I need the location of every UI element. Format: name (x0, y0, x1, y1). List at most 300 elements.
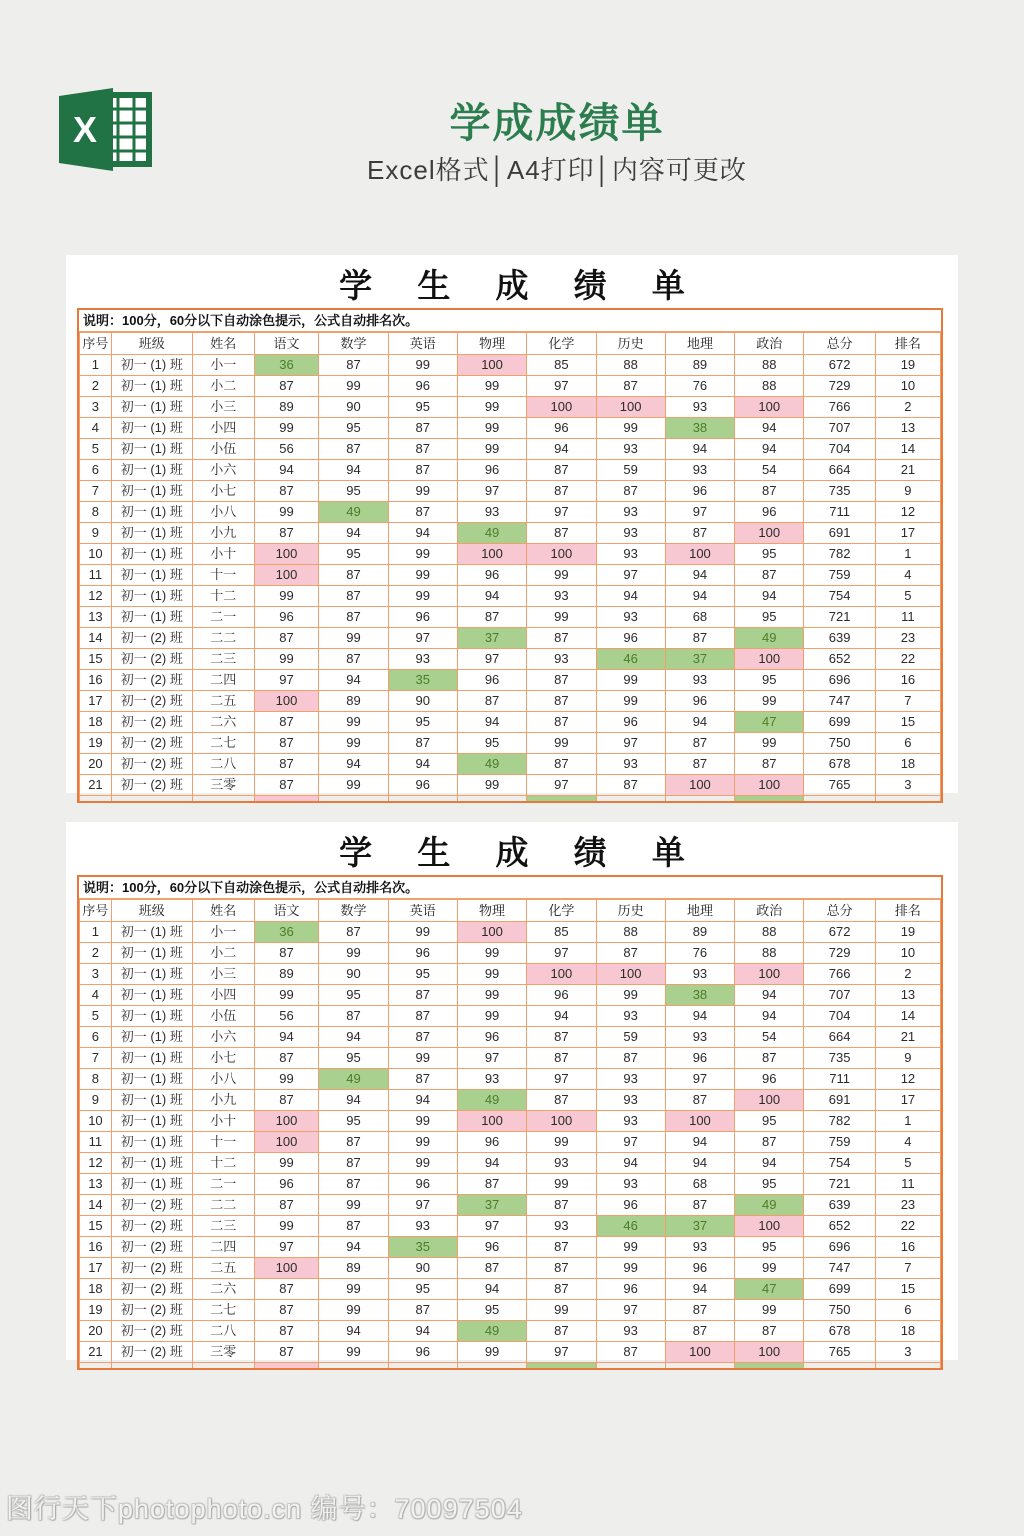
grade-cell: 小七 (192, 481, 254, 502)
grade-cell: 小三 (192, 397, 254, 418)
grade-cell: 94 (457, 586, 526, 607)
grade-cell (80, 1363, 112, 1369)
grade-cell: 20 (80, 754, 112, 775)
grade-cell: 19 (875, 922, 940, 943)
grade-cell: 97 (596, 733, 665, 754)
grade-cell: 87 (319, 1006, 388, 1027)
grade-cell: 18 (80, 712, 112, 733)
grade-cell: 100 (735, 1090, 804, 1111)
grade-cell: 59 (596, 1027, 665, 1048)
grade-cell: 初一 (1) 班 (111, 1027, 192, 1048)
grade-cell: 17 (80, 1258, 112, 1279)
grade-cell: 100 (457, 1111, 526, 1132)
grade-cell: 18 (875, 1321, 940, 1342)
grade-cell: 87 (735, 1048, 804, 1069)
grade-cell: 89 (319, 691, 388, 712)
grade-row (80, 754, 941, 775)
column-header: 姓名 (192, 333, 254, 355)
grade-cell: 96 (254, 607, 319, 628)
grade-cell (254, 1363, 319, 1369)
grade-cell: 93 (596, 502, 665, 523)
grade-cell: 87 (319, 586, 388, 607)
grade-cell: 14 (80, 1195, 112, 1216)
grade-cell: 100 (527, 544, 596, 565)
grade-row (80, 1237, 941, 1258)
grade-cell: 2 (875, 964, 940, 985)
grade-row (80, 586, 941, 607)
grade-cell: 97 (527, 1342, 596, 1363)
grade-cell: 652 (804, 1216, 875, 1237)
grade-cell: 100 (735, 397, 804, 418)
grade-row (80, 397, 941, 418)
grade-cell: 99 (457, 397, 526, 418)
grade-cell: 16 (875, 1237, 940, 1258)
grade-cell: 87 (388, 460, 457, 481)
grade-cell: 二七 (192, 733, 254, 754)
grade-cell: 18 (875, 754, 940, 775)
grade-cell: 87 (388, 733, 457, 754)
grade-cell: 97 (457, 1216, 526, 1237)
grade-cell (192, 1363, 254, 1369)
grade-cell: 15 (875, 1279, 940, 1300)
grade-cell: 87 (735, 481, 804, 502)
grade-cell: 782 (804, 1111, 875, 1132)
grade-cell: 100 (596, 397, 665, 418)
grade-cell: 小伍 (192, 1006, 254, 1027)
grade-cell: 99 (596, 1237, 665, 1258)
grade-cell: 14 (875, 1006, 940, 1027)
grade-cell: 93 (665, 1237, 734, 1258)
grade-cell: 99 (596, 670, 665, 691)
grade-cell: 15 (80, 649, 112, 670)
grade-row (80, 1006, 941, 1027)
grade-cell: 3 (875, 775, 940, 796)
grade-cell: 89 (665, 922, 734, 943)
grade-cell (804, 1363, 875, 1369)
grade-cell: 87 (254, 1048, 319, 1069)
grade-cell: 100 (254, 691, 319, 712)
grade-cell: 11 (80, 565, 112, 586)
grade-cell: 94 (527, 1006, 596, 1027)
grade-cell: 49 (319, 1069, 388, 1090)
grade-row (80, 460, 941, 481)
grade-cell: 87 (527, 628, 596, 649)
grade-cell: 93 (527, 1153, 596, 1174)
partial-row (80, 1363, 941, 1369)
grade-cell: 87 (665, 733, 734, 754)
grade-cell: 初一 (2) 班 (111, 649, 192, 670)
grade-cell: 初一 (1) 班 (111, 964, 192, 985)
grade-cell: 94 (735, 985, 804, 1006)
grade-cell: 93 (596, 1174, 665, 1195)
grade-row (80, 670, 941, 691)
grade-cell: 99 (388, 544, 457, 565)
grade-cell: 初一 (1) 班 (111, 439, 192, 460)
grade-cell: 8 (80, 1069, 112, 1090)
grade-cell: 90 (319, 397, 388, 418)
grade-cell: 88 (596, 922, 665, 943)
grade-row (80, 1027, 941, 1048)
grade-cell: 37 (665, 649, 734, 670)
svg-text:X: X (72, 109, 98, 150)
grade-cell: 16 (80, 670, 112, 691)
grade-cell: 二一 (192, 607, 254, 628)
grade-row (80, 1195, 941, 1216)
grade-cell: 小八 (192, 1069, 254, 1090)
grade-cell: 6 (875, 1300, 940, 1321)
grade-cell: 699 (804, 712, 875, 733)
grade-cell: 95 (319, 418, 388, 439)
grade-cell: 十二 (192, 586, 254, 607)
column-header: 排名 (875, 900, 940, 922)
grade-cell: 87 (319, 649, 388, 670)
grade-cell: 87 (254, 481, 319, 502)
grade-cell: 87 (254, 733, 319, 754)
grade-cell: 99 (735, 1300, 804, 1321)
column-header: 序号 (80, 900, 112, 922)
grade-cell: 696 (804, 670, 875, 691)
grade-cell: 5 (875, 1153, 940, 1174)
grade-cell: 99 (254, 586, 319, 607)
grade-cell: 100 (735, 523, 804, 544)
grade-cell: 87 (527, 523, 596, 544)
grade-cell: 96 (665, 691, 734, 712)
grade-cell: 93 (596, 754, 665, 775)
grade-row (80, 1132, 941, 1153)
grade-cell: 87 (665, 1321, 734, 1342)
grade-sheet-panel-2 (66, 822, 958, 1360)
grade-row (80, 1069, 941, 1090)
grade-cell: 95 (457, 1300, 526, 1321)
grade-cell: 664 (804, 460, 875, 481)
column-header: 地理 (665, 333, 734, 355)
grade-cell: 99 (319, 943, 388, 964)
grade-row (80, 439, 941, 460)
grade-cell: 99 (319, 1279, 388, 1300)
grade-cell: 99 (254, 649, 319, 670)
grade-cell: 15 (80, 1216, 112, 1237)
grade-cell: 97 (527, 502, 596, 523)
grade-cell: 17 (875, 1090, 940, 1111)
grade-cell (388, 796, 457, 802)
grade-cell: 87 (457, 1174, 526, 1195)
grade-cell: 87 (527, 670, 596, 691)
grade-cell: 22 (875, 649, 940, 670)
grade-cell: 二四 (192, 1237, 254, 1258)
grade-cell: 87 (665, 1090, 734, 1111)
grade-cell: 初一 (2) 班 (111, 670, 192, 691)
grade-cell (319, 796, 388, 802)
grade-cell: 三零 (192, 775, 254, 796)
grade-cell: 小二 (192, 376, 254, 397)
grade-cell: 93 (596, 1111, 665, 1132)
grade-cell: 99 (388, 1111, 457, 1132)
grade-cell: 1 (875, 544, 940, 565)
grade-cell: 17 (875, 523, 940, 544)
grade-cell: 97 (527, 775, 596, 796)
grade-cell: 93 (457, 502, 526, 523)
grade-cell: 94 (735, 1153, 804, 1174)
grade-cell: 二二 (192, 628, 254, 649)
grade-cell: 小六 (192, 460, 254, 481)
grade-cell: 87 (596, 481, 665, 502)
grade-cell: 97 (254, 670, 319, 691)
grade-cell: 99 (457, 964, 526, 985)
grade-cell: 747 (804, 691, 875, 712)
grade-cell: 87 (319, 565, 388, 586)
grade-cell: 99 (254, 985, 319, 1006)
grade-cell: 二三 (192, 1216, 254, 1237)
grade-cell: 96 (457, 1132, 526, 1153)
grade-row (80, 502, 941, 523)
grade-cell: 87 (596, 376, 665, 397)
grade-cell: 96 (388, 943, 457, 964)
partial-row (80, 796, 941, 802)
grade-cell: 87 (735, 565, 804, 586)
grade-cell: 93 (596, 1006, 665, 1027)
grade-cell: 小六 (192, 1027, 254, 1048)
grade-cell: 小四 (192, 418, 254, 439)
grade-cell: 639 (804, 628, 875, 649)
grade-cell: 二八 (192, 754, 254, 775)
grade-cell: 9 (80, 1090, 112, 1111)
grade-cell: 96 (457, 1027, 526, 1048)
grade-cell: 87 (254, 376, 319, 397)
grade-cell: 87 (735, 1321, 804, 1342)
grade-cell: 664 (804, 1027, 875, 1048)
grade-cell: 76 (665, 376, 734, 397)
grade-cell: 小三 (192, 964, 254, 985)
grade-row (80, 1321, 941, 1342)
grade-row (80, 607, 941, 628)
table-note: 说明：100分，60分以下自动涂色提示，公式自动排名次。 (79, 310, 941, 332)
grade-cell: 59 (596, 460, 665, 481)
grade-cell (527, 1363, 596, 1369)
grade-cell: 93 (665, 964, 734, 985)
grade-cell: 87 (319, 1174, 388, 1195)
grade-cell: 99 (596, 691, 665, 712)
grade-row (80, 1216, 941, 1237)
grade-cell: 12 (80, 1153, 112, 1174)
grade-cell: 100 (596, 964, 665, 985)
grade-cell: 87 (665, 628, 734, 649)
grade-cell: 初一 (1) 班 (111, 523, 192, 544)
grade-cell: 721 (804, 1174, 875, 1195)
grade-cell: 100 (254, 544, 319, 565)
grade-cell: 21 (875, 460, 940, 481)
grade-cell (111, 796, 192, 802)
grade-cell: 100 (665, 1342, 734, 1363)
grade-cell: 小十 (192, 544, 254, 565)
grade-cell (80, 796, 112, 802)
grade-cell: 87 (388, 502, 457, 523)
grade-cell: 二一 (192, 1174, 254, 1195)
grade-row (80, 712, 941, 733)
grade-cell: 99 (596, 418, 665, 439)
grade-cell: 96 (254, 1174, 319, 1195)
grade-cell: 93 (596, 523, 665, 544)
grade-cell: 750 (804, 1300, 875, 1321)
column-header: 历史 (596, 900, 665, 922)
grade-cell: 初一 (1) 班 (111, 1132, 192, 1153)
grade-cell: 87 (527, 691, 596, 712)
grade-cell: 11 (875, 607, 940, 628)
grade-cell: 87 (596, 775, 665, 796)
grade-cell: 765 (804, 775, 875, 796)
column-header: 英语 (388, 333, 457, 355)
grade-cell: 93 (665, 397, 734, 418)
column-header: 地理 (665, 900, 734, 922)
grade-cell: 96 (457, 1237, 526, 1258)
grade-cell: 49 (735, 1195, 804, 1216)
grade-cell: 22 (875, 1216, 940, 1237)
grade-cell: 85 (527, 922, 596, 943)
column-header: 数学 (319, 333, 388, 355)
grade-cell: 三零 (192, 1342, 254, 1363)
grade-cell: 49 (735, 628, 804, 649)
column-header: 化学 (527, 333, 596, 355)
grade-cell: 99 (388, 355, 457, 376)
page-subtitle: Excel格式│A4打印│内容可更改 (367, 155, 747, 185)
grade-cell: 小十 (192, 1111, 254, 1132)
grade-cell: 99 (319, 1300, 388, 1321)
grade-cell: 99 (254, 1069, 319, 1090)
grade-cell: 96 (665, 1048, 734, 1069)
grade-cell: 87 (254, 1342, 319, 1363)
grades-table (77, 875, 943, 1370)
grade-cell: 87 (319, 922, 388, 943)
grade-cell: 87 (254, 712, 319, 733)
grades-table (77, 308, 943, 803)
grade-cell: 36 (254, 355, 319, 376)
grade-cell: 二三 (192, 649, 254, 670)
grade-cell: 49 (457, 523, 526, 544)
grade-cell: 696 (804, 1237, 875, 1258)
grade-cell: 87 (527, 754, 596, 775)
grade-cell: 99 (457, 1342, 526, 1363)
grade-row (80, 1090, 941, 1111)
grade-cell: 36 (254, 922, 319, 943)
grade-cell: 99 (388, 1132, 457, 1153)
grade-cell: 87 (319, 439, 388, 460)
grade-cell: 初一 (2) 班 (111, 733, 192, 754)
grade-cell: 97 (388, 628, 457, 649)
grade-row (80, 1153, 941, 1174)
grade-cell: 94 (527, 439, 596, 460)
grade-cell: 8 (80, 502, 112, 523)
grade-cell: 37 (457, 1195, 526, 1216)
grade-row (80, 565, 941, 586)
grade-cell: 735 (804, 481, 875, 502)
grade-cell: 94 (319, 1027, 388, 1048)
grade-cell: 19 (875, 355, 940, 376)
grade-row (80, 1174, 941, 1195)
grade-cell: 90 (388, 1258, 457, 1279)
grade-cell: 99 (254, 1153, 319, 1174)
grade-cell: 721 (804, 607, 875, 628)
grade-cell: 十一 (192, 1132, 254, 1153)
grade-cell (665, 796, 734, 802)
grade-cell: 89 (254, 964, 319, 985)
grade-cell: 46 (596, 1216, 665, 1237)
grade-cell: 21 (875, 1027, 940, 1048)
grade-cell: 94 (665, 1132, 734, 1153)
grade-cell: 99 (527, 1300, 596, 1321)
grade-cell: 96 (388, 775, 457, 796)
grade-cell: 99 (388, 1048, 457, 1069)
grade-row (80, 481, 941, 502)
grade-row (80, 649, 941, 670)
grade-cell: 94 (254, 1027, 319, 1048)
grade-cell: 87 (457, 607, 526, 628)
grade-cell: 54 (735, 460, 804, 481)
grade-cell: 99 (596, 1258, 665, 1279)
grade-cell: 小八 (192, 502, 254, 523)
grade-sheet-panel-1 (66, 255, 958, 793)
grade-cell: 47 (735, 1279, 804, 1300)
grade-cell: 99 (254, 502, 319, 523)
grade-cell: 23 (875, 628, 940, 649)
grade-cell: 95 (735, 1111, 804, 1132)
grade-cell: 十二 (192, 1153, 254, 1174)
grade-cell: 96 (388, 1174, 457, 1195)
grade-cell: 47 (735, 712, 804, 733)
grade-cell: 95 (735, 544, 804, 565)
grade-cell: 95 (735, 1174, 804, 1195)
grade-cell: 93 (665, 460, 734, 481)
grade-cell: 100 (457, 544, 526, 565)
grade-cell: 100 (735, 1216, 804, 1237)
grade-cell: 87 (457, 1258, 526, 1279)
grade-cell: 97 (527, 943, 596, 964)
grade-cell: 94 (665, 1279, 734, 1300)
grade-cell: 99 (457, 775, 526, 796)
grade-cell: 11 (80, 1132, 112, 1153)
grade-cell: 87 (596, 943, 665, 964)
grade-cell: 13 (80, 1174, 112, 1195)
grade-cell: 99 (735, 1258, 804, 1279)
grade-cell: 95 (319, 1111, 388, 1132)
grade-cell: 46 (596, 649, 665, 670)
grade-cell (388, 1363, 457, 1369)
grade-row (80, 376, 941, 397)
grade-cell: 初一 (1) 班 (111, 1006, 192, 1027)
grade-cell: 35 (388, 1237, 457, 1258)
grade-cell: 99 (388, 565, 457, 586)
column-header: 姓名 (192, 900, 254, 922)
grade-cell: 93 (457, 1069, 526, 1090)
grade-cell: 9 (875, 1048, 940, 1069)
grade-cell: 87 (319, 355, 388, 376)
grade-cell: 99 (319, 376, 388, 397)
grades-grid (79, 332, 941, 801)
column-header: 政治 (735, 333, 804, 355)
grade-cell: 747 (804, 1258, 875, 1279)
grade-cell: 704 (804, 1006, 875, 1027)
grade-row (80, 355, 941, 376)
grade-cell: 95 (388, 397, 457, 418)
grade-cell: 初一 (1) 班 (111, 460, 192, 481)
grade-cell: 95 (735, 670, 804, 691)
grade-cell: 87 (319, 1216, 388, 1237)
grade-cell: 16 (875, 670, 940, 691)
grade-cell: 20 (80, 1321, 112, 1342)
grade-cell: 2 (80, 943, 112, 964)
column-header: 英语 (388, 900, 457, 922)
grade-cell: 100 (527, 964, 596, 985)
grade-cell: 1 (875, 1111, 940, 1132)
grade-cell: 99 (254, 1216, 319, 1237)
